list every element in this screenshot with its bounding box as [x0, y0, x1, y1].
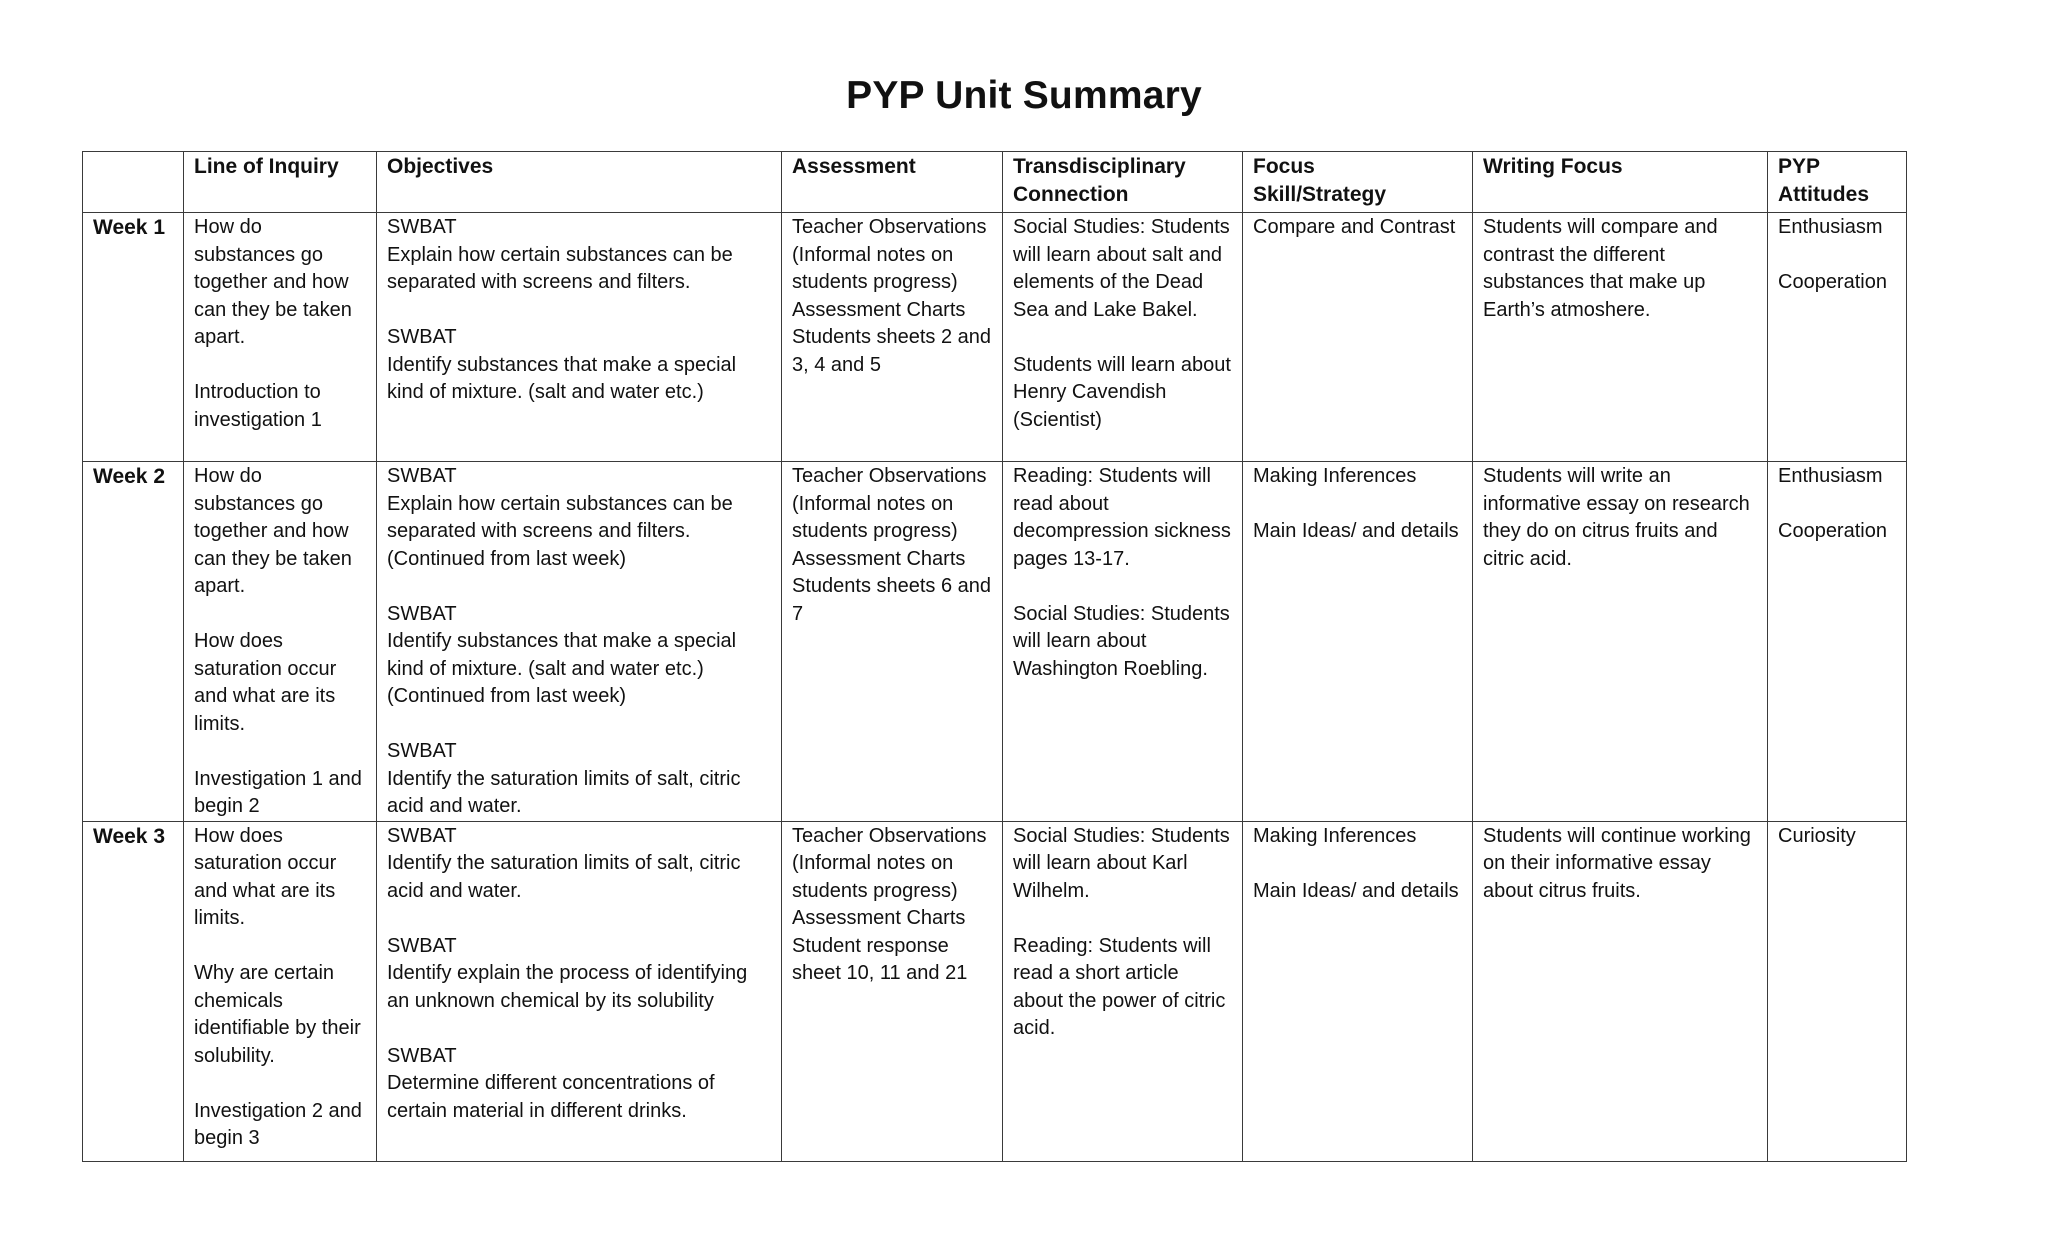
table-header-row [83, 152, 1907, 213]
table-row [83, 462, 1907, 822]
header-week [83, 152, 184, 213]
header-assessment: Assessment [782, 152, 1003, 213]
writing-focus-cell: Students will compare and contrast the different substances that make up Earth’s atmoshere. [1473, 213, 1768, 462]
assessment-cell: Teacher Observations (Informal notes on students progress) Assessment Charts Students sheets 6 and 7 [782, 462, 1003, 822]
objectives-cell: SWBAT Explain how certain substances can be separated with screens and filters. (Continued from last week) SWBAT Identify substances that make a special kind of mixture. (salt and water etc.) (Continued from last week) SWBAT Identify the saturation limits of salt, citric acid and water. [377, 462, 782, 822]
line-of-inquiry-cell: How do substances go together and how can they be taken apart. Introduction to investigation 1 [184, 213, 377, 462]
focus-skill-cell: Compare and Contrast [1243, 213, 1473, 462]
transdisciplinary-cell: Social Studies: Students will learn about Karl Wilhelm. Reading: Students will read a short article about the power of citric acid. [1003, 821, 1243, 1161]
line-of-inquiry-cell: How do substances go together and how can they be taken apart. How does saturation occur and what are its limits. Investigation 1 and begin 2 [184, 462, 377, 822]
writing-focus-cell: Students will write an informative essay on research they do on citrus fruits and citric acid. [1473, 462, 1768, 822]
focus-skill-cell: Making Inferences Main Ideas/ and details [1243, 821, 1473, 1161]
unit-summary-table [82, 151, 1907, 1162]
transdisciplinary-cell: Reading: Students will read about decompression sickness pages 13-17. Social Studies: Students will learn about Washington Roebling. [1003, 462, 1243, 822]
writing-focus-cell: Students will continue working on their informative essay about citrus fruits. [1473, 821, 1768, 1161]
attitudes-cell: Enthusiasm Cooperation [1768, 462, 1907, 822]
focus-skill-cell: Making Inferences Main Ideas/ and details [1243, 462, 1473, 822]
week-label: Week 2 [83, 462, 184, 822]
line-of-inquiry-cell: How does saturation occur and what are its limits. Why are certain chemicals identifiable by their solubility. Investigation 2 and begin 3 [184, 821, 377, 1161]
objectives-cell: SWBAT Explain how certain substances can be separated with screens and filters. SWBAT Identify substances that make a special kind of mixture. (salt and water etc.) [377, 213, 782, 462]
table-row [83, 821, 1907, 1161]
transdisciplinary-cell: Social Studies: Students will learn about salt and elements of the Dead Sea and Lake Bakel. Students will learn about Henry Cavendish (Scientist) [1003, 213, 1243, 462]
attitudes-cell: Enthusiasm Cooperation [1768, 213, 1907, 462]
header-focus-skill-strategy: Focus Skill/Strategy [1243, 152, 1473, 213]
table-row [83, 213, 1907, 462]
week-label: Week 3 [83, 821, 184, 1161]
assessment-cell: Teacher Observations (Informal notes on students progress) Assessment Charts Students sheets 2 and 3, 4 and 5 [782, 213, 1003, 462]
assessment-cell: Teacher Observations (Informal notes on students progress) Assessment Charts Student response sheet 10, 11 and 21 [782, 821, 1003, 1161]
week-label: Week 1 [83, 213, 184, 462]
attitudes-cell: Curiosity [1768, 821, 1907, 1161]
objectives-cell: SWBAT Identify the saturation limits of salt, citric acid and water. SWBAT Identify explain the process of identifying an unknown chemical by its solubility SWBAT Determine different concentrations of certain material in different drinks. [377, 821, 782, 1161]
page-title: PYP Unit Summary [846, 74, 1202, 117]
header-pyp-attitudes: PYP Attitudes [1768, 152, 1907, 213]
header-writing-focus: Writing Focus [1473, 152, 1768, 213]
header-transdisciplinary-connection: Transdisciplinary Connection [1003, 152, 1243, 213]
header-line-of-inquiry: Line of Inquiry [184, 152, 377, 213]
header-objectives: Objectives [377, 152, 782, 213]
